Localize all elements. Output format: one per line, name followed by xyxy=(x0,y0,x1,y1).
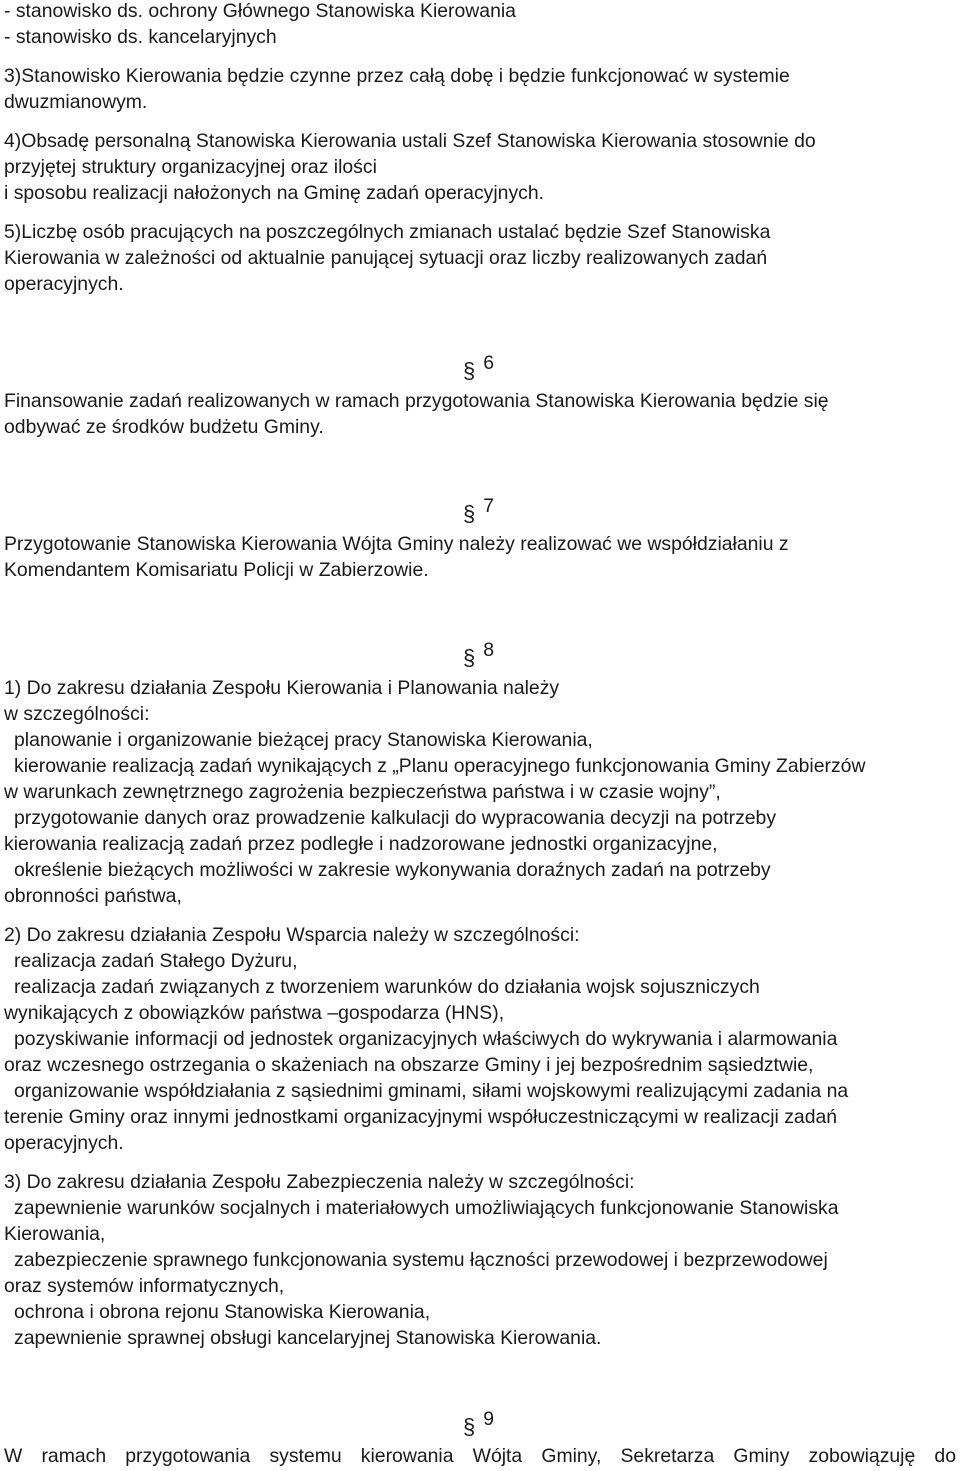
section-number: 8 xyxy=(483,639,495,661)
paragraph-line: Przygotowanie Stanowiska Kierowania Wójta Gminy należy realizować we współdziałaniu z xyxy=(4,533,789,555)
paragraph-line: 3)Stanowisko Kierowania będzie czynne przez całą dobę i będzie funkcjonować w systemie xyxy=(4,65,790,87)
list-item-continuation: operacyjnych. xyxy=(4,1132,124,1154)
list-item-continuation: oraz systemów informatycznych, xyxy=(4,1275,285,1297)
section-number: 9 xyxy=(483,1408,495,1430)
paragraph-line: 2) Do zakresu działania Zespołu Wsparcia należy w szczególności: xyxy=(4,924,580,946)
paragraph-line: W ramach przygotowania systemu kierowania Wójta Gminy, Sekretarza Gminy zobowiązuję do xyxy=(4,1445,956,1467)
paragraph-line: i sposobu realizacji nałożonych na Gminę zadań operacyjnych. xyxy=(4,182,545,204)
list-item: przygotowanie danych oraz prowadzenie kalkulacji do wypracowania decyzji na potrzeby xyxy=(14,807,777,829)
paragraph-line: Kierowania w zależności od aktualnie panującej sytuacji oraz liczby realizowanych zadań xyxy=(4,247,768,269)
list-item: ochrona i obrona rejonu Stanowiska Kierowania, xyxy=(14,1301,431,1323)
paragraph-line: dwuzmianowym. xyxy=(4,91,148,113)
list-item-continuation: terenie Gminy oraz innymi jednostkami organizacyjnymi współuczestniczącymi w realizacji zadań xyxy=(4,1106,838,1128)
paragraph-line: w szczególności: xyxy=(4,703,150,725)
section-symbol: § xyxy=(463,645,476,670)
section-symbol: § xyxy=(463,358,476,383)
text-line: - stanowisko ds. kancelaryjnych xyxy=(4,26,277,48)
paragraph-line: 4)Obsadę personalną Stanowiska Kierowania ustali Szef Stanowiska Kierowania stosownie do xyxy=(4,130,816,152)
list-item: pozyskiwanie informacji od jednostek organizacyjnych właściwych do wykrywania i alarmowania xyxy=(14,1028,838,1050)
list-item: określenie bieżących możliwości w zakresie wykonywania doraźnych zadań na potrzeby xyxy=(14,859,771,881)
paragraph-line: 5)Liczbę osób pracujących na poszczególnych zmianach ustalać będzie Szef Stanowiska xyxy=(4,221,771,243)
list-item-continuation: w warunkach zewnętrznego zagrożenia bezpieczeństwa państwa i w czasie wojny”, xyxy=(4,781,721,803)
list-item: realizacja zadań Stałego Dyżuru, xyxy=(14,950,298,972)
section-heading-9 xyxy=(463,1405,495,1439)
list-item: planowanie i organizowanie bieżącej pracy Stanowiska Kierowania, xyxy=(14,729,593,751)
text-line: - stanowisko ds. ochrony Głównego Stanowiska Kierowania xyxy=(4,0,516,22)
list-item: zapewnienie sprawnej obsługi kancelaryjnej Stanowiska Kierowania. xyxy=(14,1327,602,1349)
paragraph-line: Finansowanie zadań realizowanych w ramach przygotowania Stanowiska Kierowania będzie się xyxy=(4,390,829,412)
paragraph-line: Komendantem Komisariatu Policji w Zabierzowie. xyxy=(4,559,429,581)
paragraph-line: przyjętej struktury organizacyjnej oraz ilości xyxy=(4,156,377,178)
section-heading-7 xyxy=(463,492,495,526)
section-number: 7 xyxy=(483,495,495,517)
list-item: organizowanie współdziałania z sąsiednimi gminami, siłami wojskowymi realizującymi zadania na xyxy=(14,1080,849,1102)
list-item: zapewnienie warunków socjalnych i materiałowych umożliwiających funkcjonowanie Stanowiska xyxy=(14,1197,839,1219)
list-item-continuation: oraz wczesnego ostrzegania o skażeniach na obszarze Gminy i jej bezpośrednim sąsiedztwie, xyxy=(4,1054,814,1076)
list-item-continuation: kierowania realizacją zadań przez podległe i nadzorowane jednostki organizacyjne, xyxy=(4,833,718,855)
section-symbol: § xyxy=(463,1414,476,1439)
paragraph-line: 1) Do zakresu działania Zespołu Kierowania i Planowania należy xyxy=(4,677,560,699)
list-item-continuation: wynikających z obowiązków państwa –gospodarza (HNS), xyxy=(4,1002,505,1024)
list-item: zabezpieczenie sprawnego funkcjonowania systemu łączności przewodowej i bezprzewodowej xyxy=(14,1249,828,1271)
section-symbol: § xyxy=(463,501,476,526)
section-heading-6 xyxy=(463,349,495,383)
paragraph-line: odbywać ze środków budżetu Gminy. xyxy=(4,416,324,438)
list-item-continuation: obronności państwa, xyxy=(4,885,182,907)
list-item: realizacja zadań związanych z tworzeniem warunków do działania wojsk sojuszniczych xyxy=(14,976,760,998)
section-number: 6 xyxy=(483,352,495,374)
list-item: kierowanie realizacją zadań wynikających z „Planu operacyjnego funkcjonowania Gminy Zabierzów xyxy=(14,755,866,777)
paragraph-line: operacyjnych. xyxy=(4,273,124,295)
paragraph-line: 3) Do zakresu działania Zespołu Zabezpieczenia należy w szczególności: xyxy=(4,1171,635,1193)
list-item-continuation: Kierowania, xyxy=(4,1223,106,1245)
section-heading-8 xyxy=(463,636,495,670)
